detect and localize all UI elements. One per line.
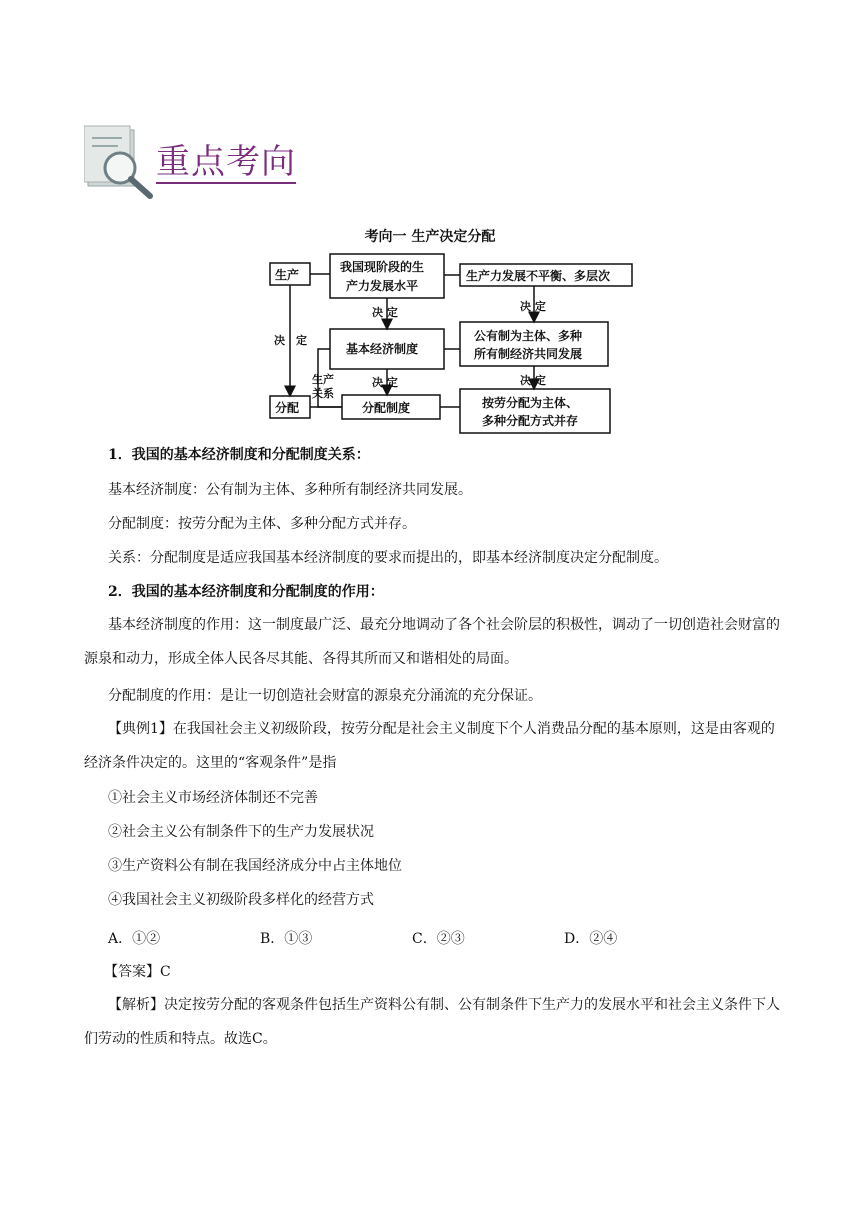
list-item: ④我国社会主义初级阶段多样化的经营方式	[108, 892, 374, 908]
analysis: 【解析】决定按劳分配的客观条件包括生产资料公有制、公有制条件下生产力的发展水平和社会主义条件下人们劳动的性质和特点。故选C。	[84, 997, 780, 1047]
level-line1: 我国现阶段的生	[340, 260, 425, 274]
header-title: 重点考向	[156, 142, 296, 182]
option-b: B．①③	[260, 931, 313, 947]
paragraph-dist-role: 分配制度的作用：是让一切创造社会财富的源泉充分涌流的充分保证。	[108, 688, 542, 704]
list-item: ①社会主义市场经济体制还不完善	[108, 790, 318, 806]
decide-v: 决	[274, 334, 285, 347]
production-distribution-diagram	[268, 252, 648, 438]
decide-label-3: 决 定	[372, 376, 398, 389]
list-item: ③生产资料公有制在我国经济成分中占主体地位	[108, 858, 402, 874]
decide-label-2: 决 定	[520, 300, 546, 313]
dist-system-label: 分配制度	[362, 401, 411, 415]
example-question: 【典例1】在我国社会主义初级阶段，按劳分配是社会主义制度下个人消费品分配的基本原则，这是由客观的经济条件决定的。这里的“客观条件”是指	[84, 721, 775, 771]
heading-2: 2．我国的基本经济制度和分配制度的作用：	[108, 584, 384, 600]
paragraph-basic-system: 基本经济制度：公有制为主体、多种所有制经济共同发展。	[108, 482, 472, 498]
relation-line2: 关系	[312, 387, 334, 400]
ownership-line2: 所有制经济共同发展	[474, 347, 583, 361]
option-c: C．②③	[412, 931, 465, 947]
list-item: ②社会主义公有制条件下的生产力发展状况	[108, 824, 374, 840]
paragraph-dist-system: 分配制度：按劳分配为主体、多种分配方式并存。	[108, 516, 416, 532]
ownership-line1: 公有制为主体、多种	[474, 329, 583, 343]
paragraph-basic-role: 基本经济制度的作用：这一制度最广泛、最充分地调动了各个社会阶层的积极性，调动了一切创造社会财富的源泉和动力，形成全体人民各尽其能、各得其所而又和谐相处的局面。	[84, 617, 780, 667]
feature-label: 生产力发展不平衡、多层次	[466, 269, 611, 283]
option-d: D．②④	[564, 931, 618, 947]
section-header	[84, 124, 314, 204]
relation-line1: 生产	[312, 373, 334, 386]
section-title: 考向一 生产决定分配	[364, 229, 496, 245]
answer: 【答案】C	[104, 964, 171, 980]
decide-label-1: 决 定	[372, 306, 398, 319]
option-a: A．①②	[108, 931, 161, 947]
dist-line1: 按劳分配为主体、	[482, 396, 579, 410]
heading-1: 1．我国的基本经济制度和分配制度关系：	[108, 447, 370, 463]
distribution-label: 分配	[275, 401, 300, 415]
answer-options	[108, 928, 788, 948]
decide-v2: 定	[296, 334, 307, 347]
paragraph-relation: 关系：分配制度是适应我国基本经济制度的要求而提出的，即基本经济制度决定分配制度。	[108, 550, 668, 566]
magnifier-icon	[84, 124, 156, 204]
basic-system-label: 基本经济制度	[346, 342, 419, 356]
decide-label-4: 决 定	[520, 374, 546, 387]
production-label: 生产	[275, 268, 300, 282]
dist-line2: 多种分配方式并存	[482, 414, 579, 428]
level-line2: 产力发展水平	[346, 279, 419, 293]
